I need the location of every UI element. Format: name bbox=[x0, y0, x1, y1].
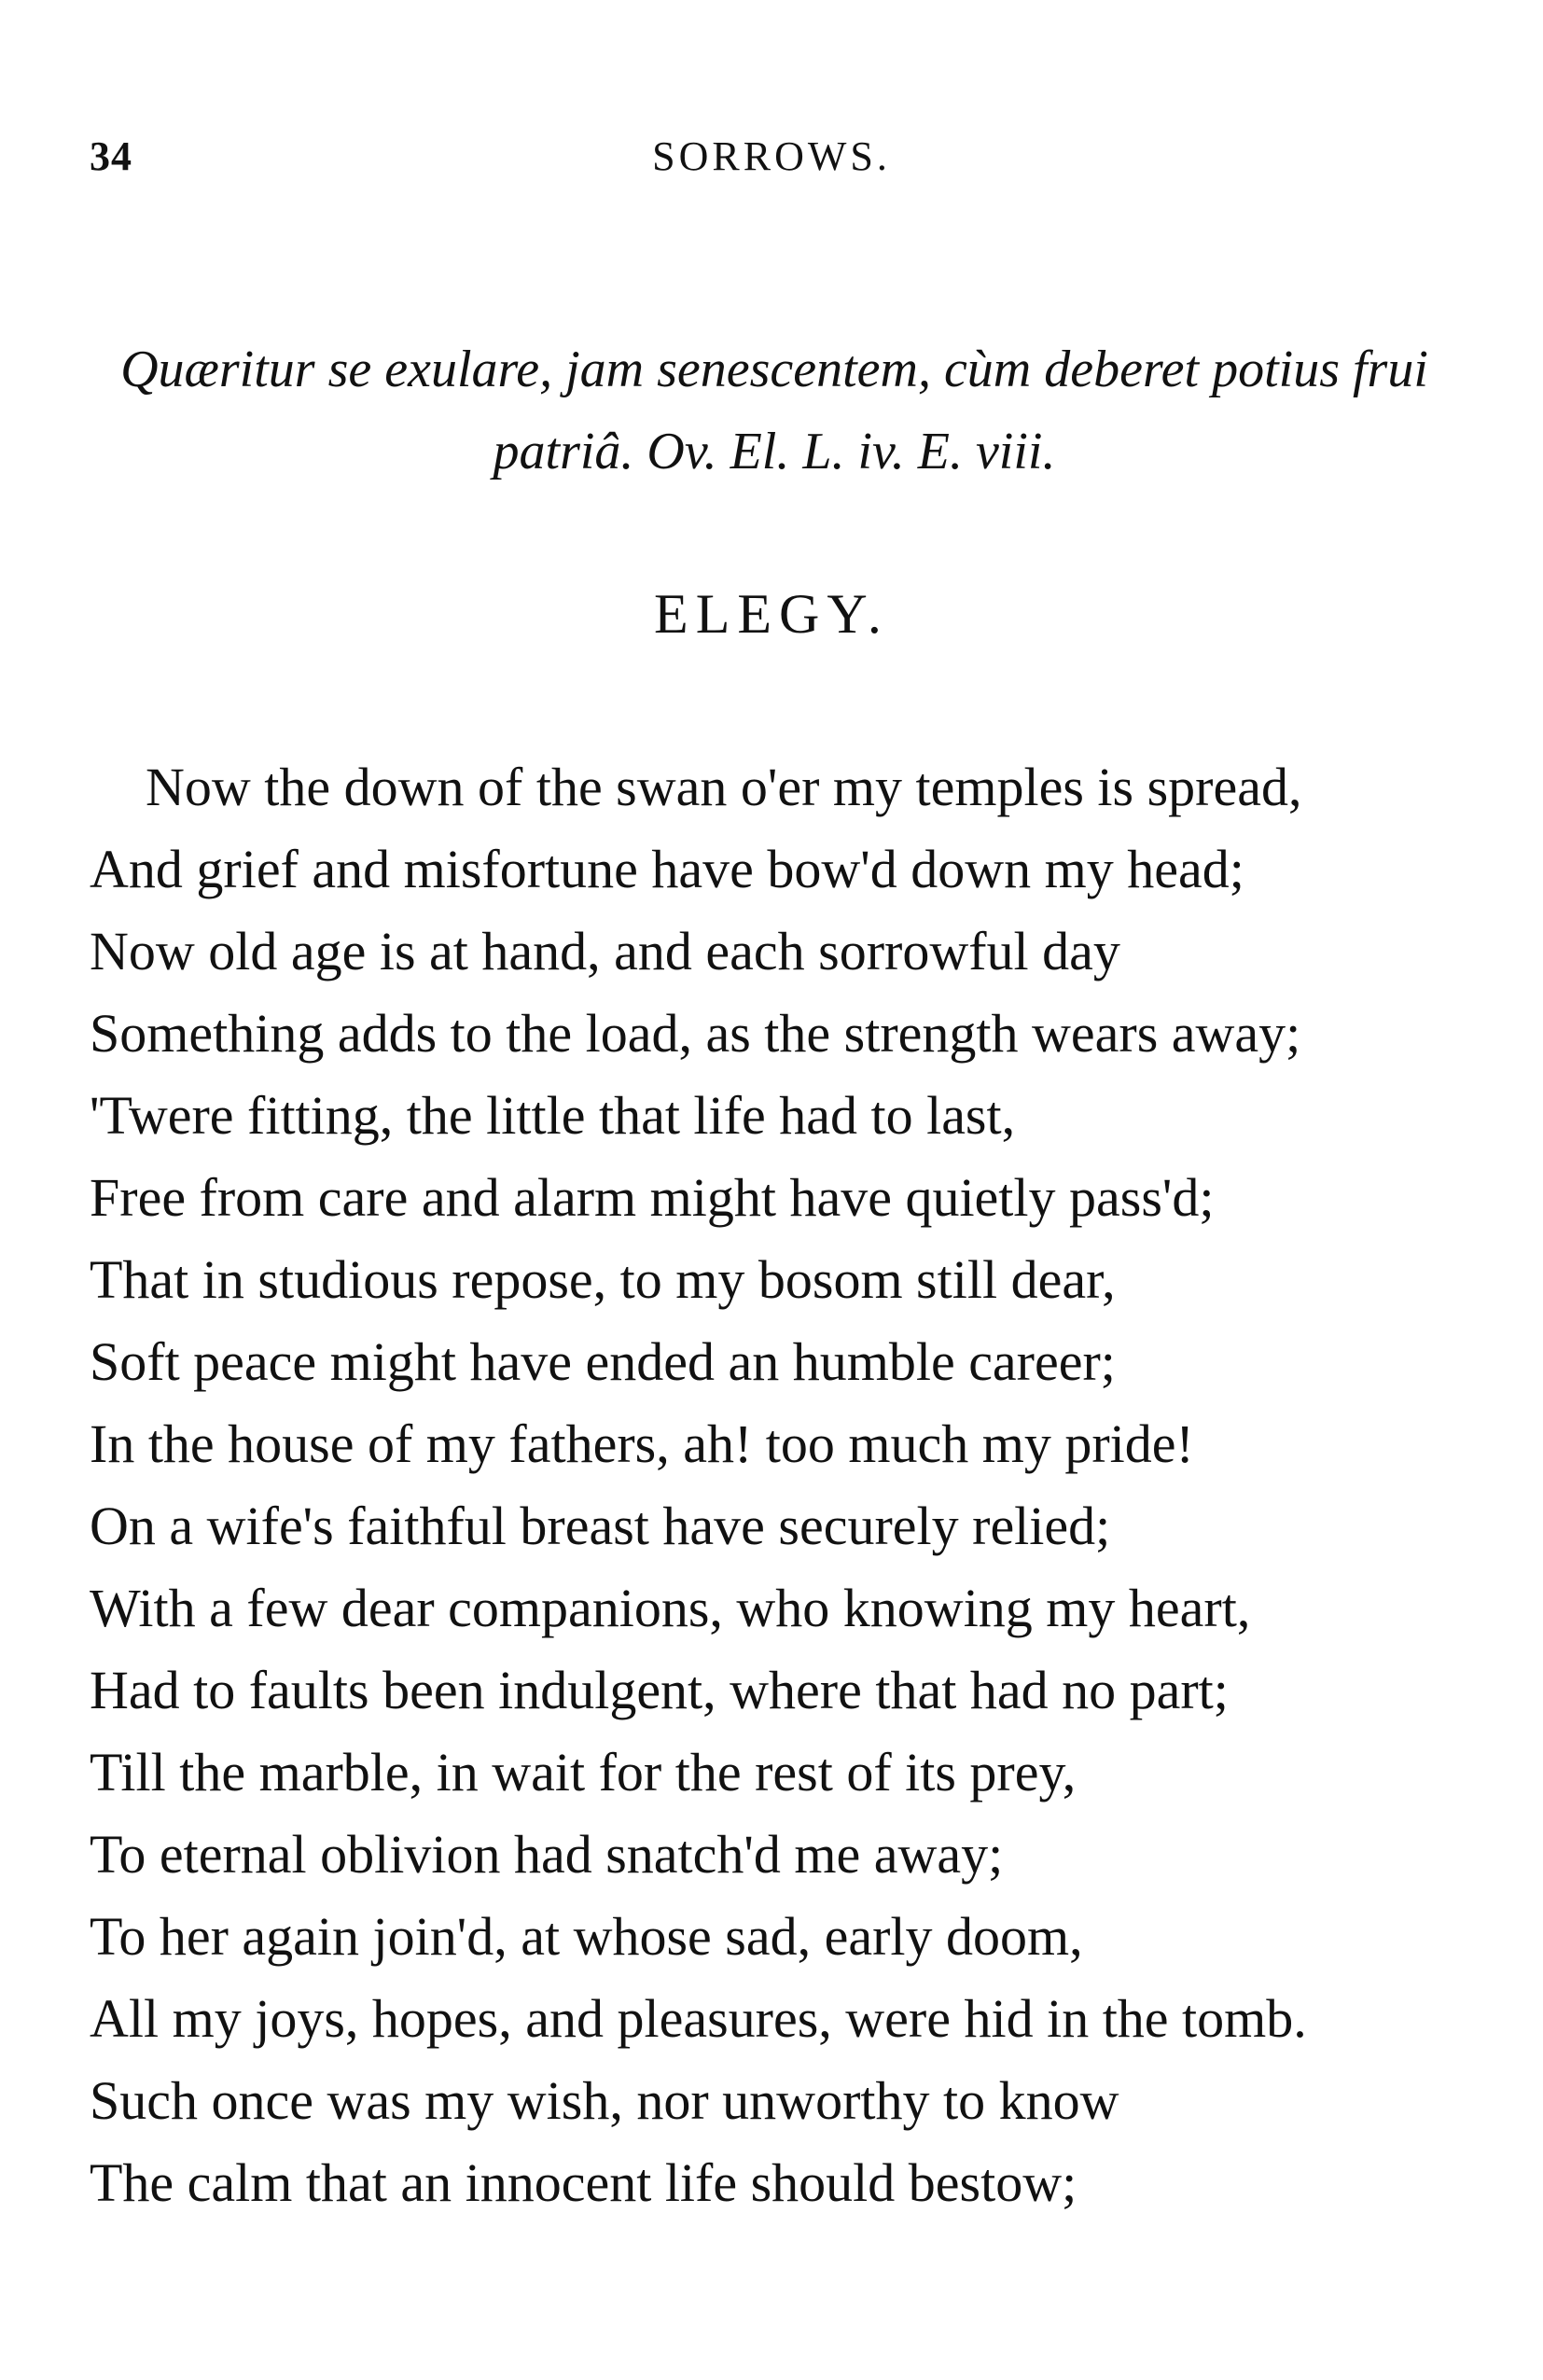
poem-line: Soft peace might have ended an humble career; bbox=[90, 1331, 1116, 1392]
poem-line: Something adds to the load, as the strength wears away; bbox=[90, 1003, 1301, 1064]
poem-line: In the house of my fathers, ah! too much my pride! bbox=[90, 1413, 1194, 1474]
poem-line: To her again join'd, at whose sad, early doom, bbox=[90, 1906, 1083, 1967]
epigraph-line: Quæritur se exulare, jam senescentem, cùm deberet potius frui bbox=[120, 341, 1428, 398]
epigraph bbox=[93, 328, 1455, 493]
poem-line: 'Twere fitting, the little that life had to last, bbox=[90, 1085, 1016, 1146]
poem-line: Had to faults been indulgent, where that had no part; bbox=[90, 1660, 1229, 1720]
poem-body bbox=[90, 746, 1508, 2224]
poem-line: All my joys, hopes, and pleasures, were hid in the tomb. bbox=[90, 1988, 1307, 2049]
poem-line: Now old age is at hand, and each sorrowful day bbox=[90, 921, 1120, 981]
poem-line: With a few dear companions, who knowing my heart, bbox=[90, 1578, 1251, 1638]
poem-line: The calm that an innocent life should bestow; bbox=[90, 2152, 1077, 2213]
poem-line: Free from care and alarm might have quietly pass'd; bbox=[90, 1167, 1215, 1228]
poem-title: ELEGY. bbox=[654, 583, 889, 645]
poem-line: Till the marble, in wait for the rest of its prey, bbox=[90, 1742, 1077, 1802]
page-number: 34 bbox=[90, 133, 132, 179]
poem-line: Now the down of the swan o'er my temples is spread, bbox=[146, 757, 1302, 817]
poem-line: That in studious repose, to my bosom still dear, bbox=[90, 1249, 1116, 1310]
poem-line: On a wife's faithful breast have securely relied; bbox=[90, 1496, 1111, 1556]
poem-line: And grief and misfortune have bow'd down my head; bbox=[90, 839, 1244, 899]
poem-line: Such once was my wish, nor unworthy to know bbox=[90, 2070, 1119, 2131]
epigraph-line: patriâ. Ov. El. L. iv. E. viii. bbox=[493, 423, 1056, 480]
poem-line: To eternal oblivion had snatch'd me away; bbox=[90, 1824, 1004, 1885]
running-head: SORROWS. bbox=[652, 133, 891, 179]
